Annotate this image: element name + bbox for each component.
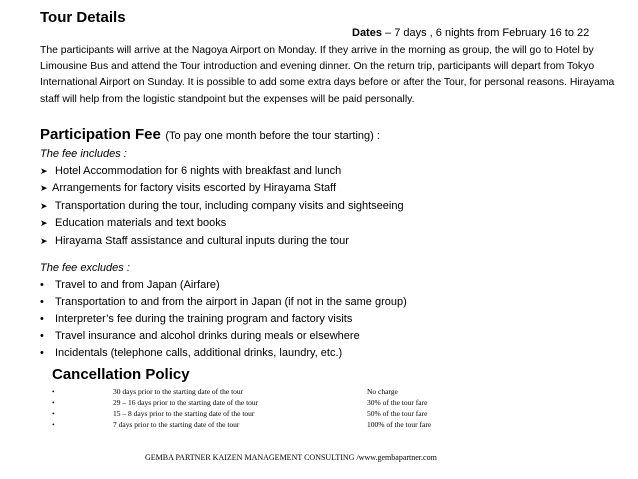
fee-heading-note: (To pay one month before the tour starting) : [165,130,380,142]
fee-excludes-list [40,277,407,361]
page-footer: GEMBA PARTNER KAIZEN MANAGEMENT CONSULTING /www.gembapartner.com [145,453,437,462]
cancellation-policy-heading: Cancellation Policy [52,366,190,383]
list-item: ➤ Hotel Accommodation for 6 nights with breakfast and lunch [40,163,404,180]
list-item: • Travel insurance and alcohol drinks during meals or elsewhere [40,328,407,345]
list-item: • Incidentals (telephone calls, additional drinks, laundry, etc.) [40,345,407,362]
arrow-bullet-icon: ➤ [40,200,48,211]
dates-value: – 7 days , 6 nights from February 16 to 22 [381,27,590,39]
fee-heading-title: Participation Fee [40,126,161,143]
list-item: ➤ Arrangements for factory visits escorted by Hirayama Staff [40,180,404,197]
cancellation-policy-list [52,386,632,430]
list-item [52,386,632,397]
arrow-bullet-icon: ➤ [40,235,48,246]
cancel-period: 29 – 16 days prior to the starting date of the tour [113,398,259,407]
list-item: ➤ Education materials and text books [40,215,404,232]
bullet-icon: • [40,312,44,325]
fee-excludes-title: The fee excludes : [40,262,130,274]
bullet-icon: • [52,420,55,429]
list-item: • Interpreter’s fee during the training program and factory visits [40,311,407,328]
dates-label: Dates [352,27,382,39]
arrow-bullet-icon: ➤ [40,166,48,176]
arrow-bullet-icon: ➤ [40,218,48,229]
cancel-period: 15 – 8 days prior to the starting date of the tour [113,409,255,418]
list-item [52,397,632,408]
bullet-icon: • [52,398,55,407]
cancel-charge: No charge [367,387,398,396]
bullet-icon: • [40,329,44,342]
list-item: • Transportation to and from the airport in Japan (if not in the same group) [40,294,407,311]
cancel-charge: 50% of the tour fare [367,409,428,418]
bullet-icon: • [52,409,55,418]
bullet-icon: • [40,346,44,359]
bullet-icon: • [52,387,55,396]
fee-includes-list [40,163,404,250]
bullet-icon: • [40,295,44,308]
list-item: • Travel to and from Japan (Airfare) [40,277,407,294]
list-item: ➤ Transportation during the tour, including company visits and sightseeing [40,198,404,215]
tour-intro-paragraph: The participants will arrive at the Nagoya Airport on Monday. If they arrive in the morning as group, the will go to Hotel by Limousine Bus and attend the Tour introduction and evening dinner. On the return trip, participants will depart from Tokyo International Airport on Sunday. It is possible to add some extra days before or after the Tour, for personal reasons. Hirayama staff will help from the logistic standpoint but the expenses will be paid personally. [40,45,615,105]
cancel-period: 30 days prior to the starting date of the tour [113,387,244,396]
list-item: ➤ Hirayama Staff assistance and cultural inputs during the tour [40,233,404,250]
cancel-charge: 30% of the tour fare [367,398,428,407]
tour-details-heading: Tour Details [40,9,126,26]
bullet-icon: • [40,279,44,291]
fee-includes-title: The fee includes : [40,148,127,160]
cancel-period: 7 days prior to the starting date of the tour [113,420,240,429]
arrow-bullet-icon: ➤ [40,183,48,194]
tour-dates [352,27,589,39]
cancel-charge: 100% of the tour fare [367,420,432,429]
list-item [52,408,632,419]
list-item [52,419,632,430]
participation-fee-heading [40,126,380,144]
